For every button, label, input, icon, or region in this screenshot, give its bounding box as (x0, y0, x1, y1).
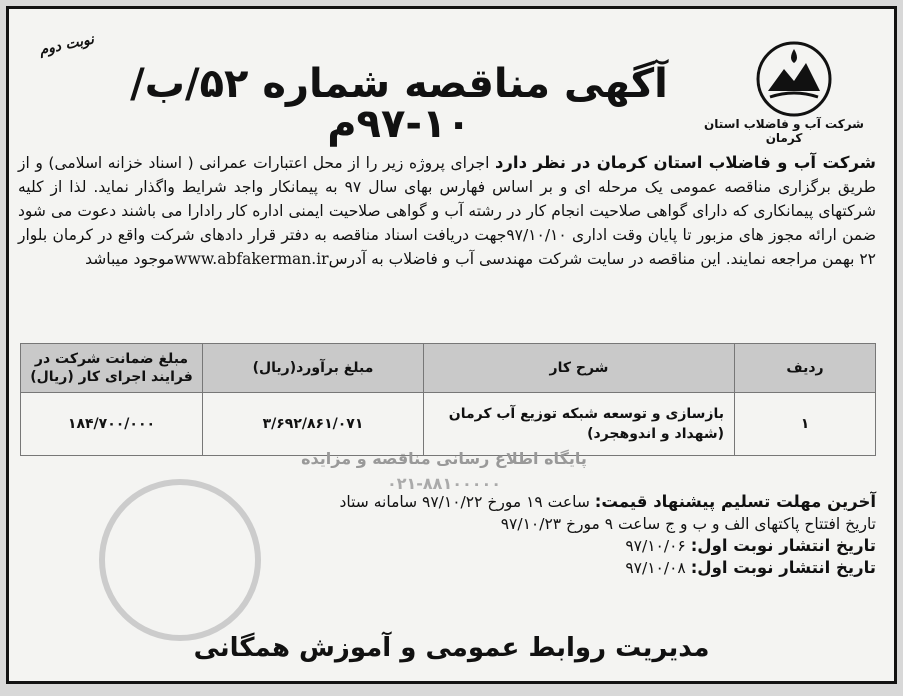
second-round-badge: نوبت دوم (37, 31, 96, 59)
cell-row-number: ۱ (735, 393, 876, 456)
advertisement-page (6, 6, 897, 684)
intro-tail: موجود میباشد (85, 250, 175, 268)
intro-paragraph (18, 151, 876, 271)
company-logo-icon (754, 39, 834, 119)
website-link[interactable]: www.abfakerman.ir (174, 250, 329, 268)
watermark-text: پایگاه اطلاع رسانی مناقصه و مزایده (301, 449, 587, 468)
cell-estimate: ۳/۶۹۲/۸۶۱/۰۷۱ (203, 393, 424, 456)
footer-department: مدیریت روابط عمومی و آموزش همگانی (193, 633, 710, 663)
table-header-row (21, 344, 876, 393)
deadlines-section (18, 491, 876, 579)
submission-deadline: آخرین مهلت تسلیم پیشنهاد قیمت: ساعت ۱۹ مورخ ۹۷/۱۰/۲۲ سامانه ستاد (339, 492, 876, 511)
intro-lead: شرکت آب و فاضلاب استان کرمان در نظر دارد (494, 153, 877, 172)
table-row (21, 393, 876, 456)
cell-description: بازسازی و توسعه شبکه توزیع آب کرمان (شهداد و اندوهجرد) (424, 393, 735, 456)
watermark-phone: ۰۲۱-۸۸۱۰۰۰۰۰ (386, 474, 502, 493)
company-name: شرکت آب و فاضلاب استان کرمان (704, 117, 864, 145)
cell-guarantee: ۱۸۴/۷۰۰/۰۰۰ (21, 393, 203, 456)
second-publication-date: تاریخ انتشار نوبت اول: ۹۷/۱۰/۰۸ (625, 558, 876, 577)
first-publication-date: تاریخ انتشار نوبت اول: ۹۷/۱۰/۰۶ (625, 536, 876, 555)
page-title: آگهی مناقصه شماره ۵۲/ب/۱۰-۹۷م (130, 61, 668, 147)
header-row-number: ردیف (735, 344, 876, 393)
header-estimate: مبلغ برآورد(ریال) (203, 344, 424, 393)
header-guarantee: مبلغ ضمانت شرکت در فرایند اجرای کار (ریال) (21, 344, 203, 393)
header-description: شرح کار (424, 344, 735, 393)
tender-table (20, 343, 876, 456)
opening-date: تاریخ افتتاح پاکتهای الف و ب و ج ساعت ۹ مورخ ۹۷/۱۰/۲۳ (500, 515, 876, 533)
intro-body: اجرای پروژه زیر را از محل اعتبارات عمرانی ( اسناد خزانه اسلامی) و از طریق برگزاری مناقصه عمومی یک مرحله ای و بر اساس فهارس بهای سال ۹۷ به پیمانکار واجد شرایط واگذار نماید. لذا از کلیه شرکتهای پیمانکاری که دارای گواهی صلاحیت انجام کار در رشته آب و گواهی صلاحیت ایمنی اداره کار رادارا می باشند دعوت می شود ضمن ارائه مجوز های مزبور تا پایان وقت اداری ۹۷/۱۰/۱۰جهت دریافت اسناد مناقصه به دفتر قرار دادهای شرکت واقع در کرمان بلوار ۲۲ بهمن مراجعه نمایند. این مناقصه در سایت شرکت مهندسی آب و فاضلاب به آدرس (18, 154, 877, 268)
